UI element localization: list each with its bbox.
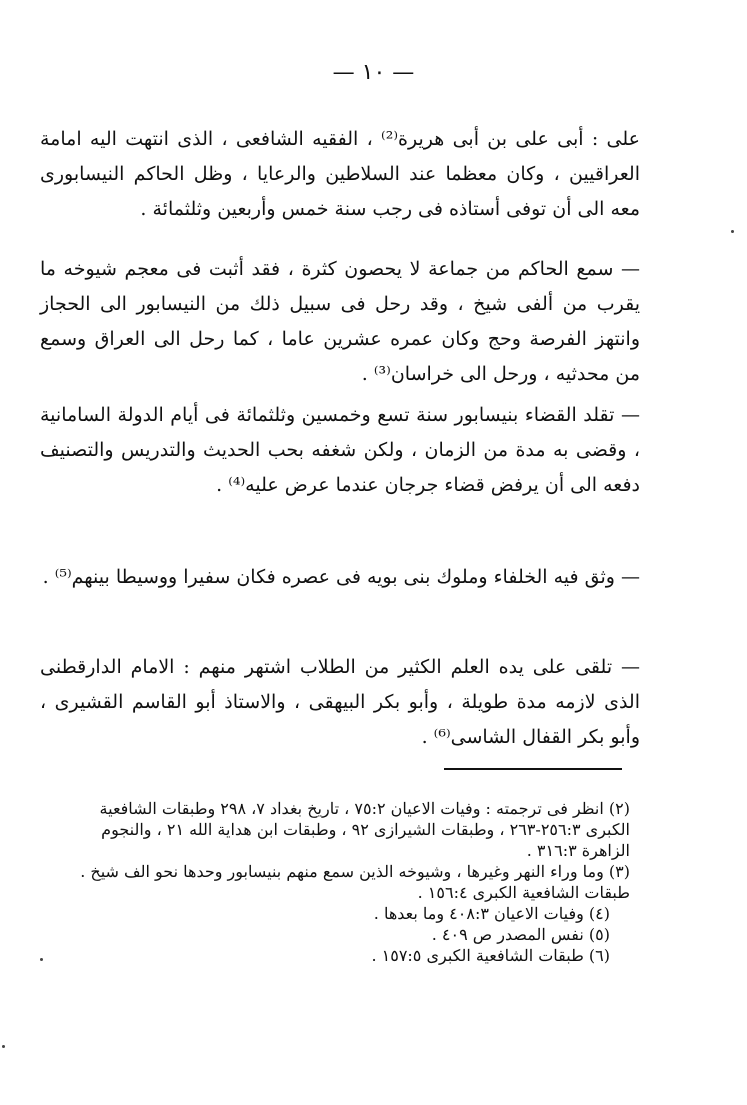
footnote: (٤) وفيات الاعيان ٤٠٨:٣ وما بعدها . (373, 904, 610, 923)
footnote: (٦) طبقات الشافعية الكبرى ١٥٧:٥ . (371, 946, 610, 965)
footnote: (٥) نفس المصدر ص ٤٠٩ . (431, 925, 610, 944)
footnote-divider (444, 768, 622, 770)
paragraph-text: — سمع الحاكم من جماعة لا يحصون كثرة ، فقد أثبت فى معجم شيوخه ما يقرب من ألفى شيخ ، وقد رحل فى سبيل ذلك من النيسابور الى الحجاز وانتهز الفرصة وحج وكان عمره عشرين عاما ، كما رحل الى العراق وسمع من محدثيه ، ورحل الى خراسان⁽³⁾ . (40, 258, 640, 385)
paragraph-text: على : أبى على بن أبى هريرة⁽²⁾ ، الفقيه الشافعى ، الذى انتهت اليه امامة العراقيين ، وكان معظما عند السلاطين والرعايا ، وظل الحاكم النيسابورى معه الى أن توفى أستاذه فى رجب سنة خمس وأربعين وثلثمائة . (40, 128, 640, 220)
scan-speck (2, 1045, 5, 1048)
footnotes (70, 798, 630, 966)
paragraph-text: — وثق فيه الخلفاء وملوك بنى بويه فى عصره فكان سفيرا ووسيطا بينهم⁽⁵⁾ . (42, 566, 640, 588)
page-number: — ١٠ — (332, 60, 415, 85)
paragraph-text: — تلقى على يده العلم الكثير من الطلاب اشتهر منهم : الامام الدارقطنى الذى لازمه مدة طويلة ، وأبو بكر البيهقى ، والاستاذ أبو القاسم القشيرى ، وأبو بكر القفال الشاسى⁽⁶⁾ . (40, 656, 640, 748)
footnote: (٢) انظر فى ترجمته : وفيات الاعيان ٧٥:٢ ، تاريخ بغداد ٧، ٢٩٨ وطبقات الشافعية الكبرى ٢٥٦:٣-٢٦٣ ، وطبقات الشيرازى ٩٢ ، وطبقات ابن هداية الله ٢١ ، والنجوم الزاهرة ٣١٦:٣ . (99, 799, 630, 860)
paragraph (40, 398, 640, 503)
paragraph-text: — تقلد القضاء بنيسابور سنة تسع وخمسين وثلثمائة فى أيام الدولة السامانية ، وقضى به مدة من الزمان ، ولكن شغفه بحب الحديث والتدريس والتصنيف دفعه الى أن يرفض قضاء جرجان عندما عرض عليه⁽⁴⁾ . (40, 404, 640, 496)
scan-speck (40, 958, 43, 961)
paragraph (40, 252, 640, 392)
paragraph (40, 560, 640, 595)
paragraph (40, 650, 640, 755)
footnote: (٣) وما وراء النهر وغيرها ، وشيوخه الذين سمع منهم بنيسابور وحدها نحو الف شيخ . طبقات الشافعية الكبرى ١٥٦:٤ . (80, 862, 630, 902)
scan-speck (731, 230, 734, 233)
paragraph (40, 122, 640, 227)
